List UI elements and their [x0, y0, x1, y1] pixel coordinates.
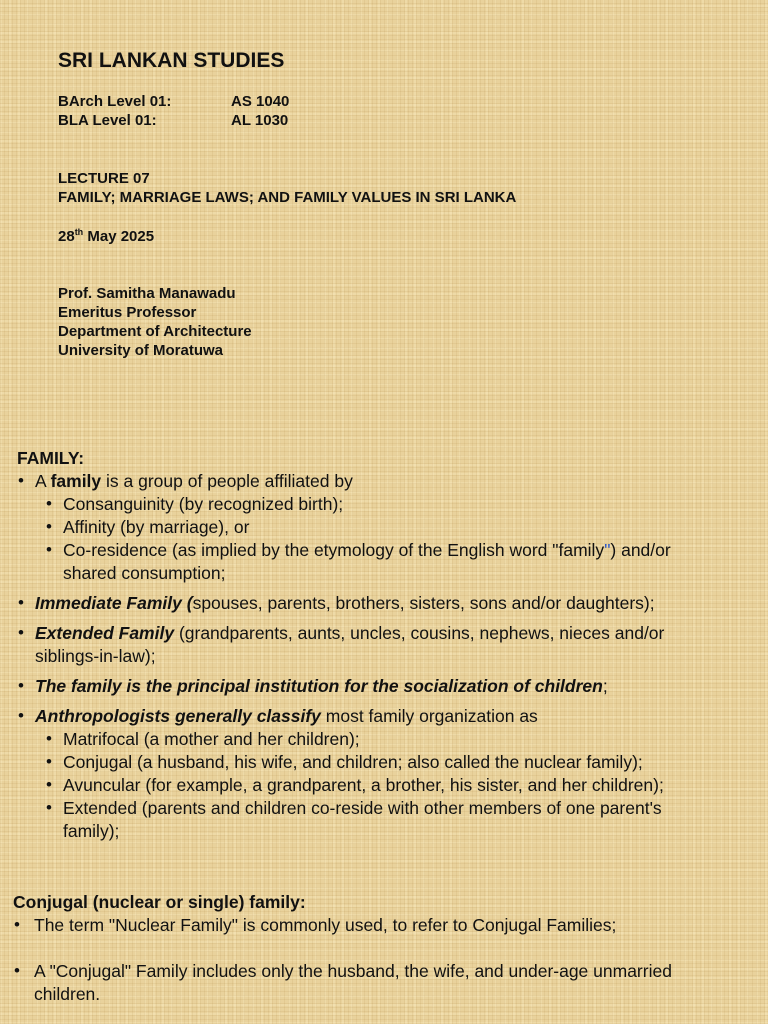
extended-type-line1: Extended (parents and children co-reside with other members of one parent's	[63, 798, 662, 818]
family-definition	[17, 470, 757, 493]
extended-rest: (grandparents, aunts, uncles, cousins, nephews, nieces and/or	[174, 623, 665, 643]
author-name: Prof. Samitha Manawadu	[58, 285, 236, 302]
conjugal-item-line: children.	[34, 984, 101, 1004]
barch-code: AS 1040	[231, 93, 290, 110]
def-bold: family	[50, 471, 102, 491]
lecture-number: LECTURE 07	[58, 170, 150, 187]
family-type-item: • Conjugal (a husband, his wife, and children; also called the nuclear family);	[17, 751, 757, 774]
def-item: • Affinity (by marriage), or	[17, 516, 757, 539]
slide-title: SRI LANKAN STUDIES	[58, 49, 285, 72]
principal-institution-item	[17, 675, 757, 698]
coresidence-text: Co-residence (as implied by the etymology of the English word "family	[63, 540, 605, 560]
lecture-info	[58, 169, 516, 207]
immediate-family-item	[17, 592, 757, 615]
extended-em: Extended Family	[35, 623, 175, 643]
family-heading: FAMILY:	[17, 448, 85, 468]
bla-row	[58, 111, 289, 130]
principal-rest: ;	[602, 676, 608, 696]
principal-em: The family is the principal institution for the socialization of children	[35, 676, 603, 696]
bla-code: AL 1030	[231, 112, 289, 129]
conjugal-item-line: A "Conjugal" Family includes only the husband, the wife, and under-age unmarried	[34, 961, 672, 981]
immediate-rest: spouses, parents, brothers, sisters, sons and/or daughters);	[192, 593, 655, 613]
conjugal-heading: Conjugal (nuclear or single) family:	[13, 892, 306, 912]
anthro-rest: most family organization as	[320, 706, 538, 726]
conjugal-item-line: The term "Nuclear Family" is commonly used, to refer to Conjugal Families;	[34, 915, 617, 935]
immediate-em: Immediate Family (	[35, 593, 193, 613]
extended-line2: siblings-in-law);	[35, 646, 156, 666]
extended-type-line2: family);	[63, 821, 120, 841]
bla-label: BLA Level 01:	[58, 112, 157, 129]
conjugal-section	[13, 891, 758, 1006]
lecture-topic: FAMILY; MARRIAGE LAWS; AND FAMILY VALUES IN SRI LANKA	[58, 189, 517, 206]
date-rest: May 2025	[83, 228, 155, 245]
family-type-item: • Matrifocal (a mother and her children);	[17, 728, 757, 751]
anthropologists-item	[17, 705, 757, 728]
conjugal-item	[13, 960, 758, 1006]
family-type-extended	[17, 797, 757, 843]
def-post: is a group of people affiliated by	[101, 471, 353, 491]
author-title: Emeritus Professor	[58, 304, 197, 321]
conjugal-item	[13, 914, 758, 937]
author-university: University of Moratuwa	[58, 342, 224, 359]
def-item-coresidence	[17, 539, 757, 585]
barch-row	[58, 92, 290, 111]
def-item: • Consanguinity (by recognized birth);	[17, 493, 757, 516]
family-type-item: • Avuncular (for example, a grandparent, a brother, his sister, and her children);	[17, 774, 757, 797]
date-suffix: th	[74, 227, 84, 237]
author-department: Department of Architecture	[58, 323, 252, 340]
coresidence-line2: shared consumption;	[63, 563, 226, 583]
def-pre: A	[35, 471, 51, 491]
date-day: 28	[58, 228, 75, 245]
coresidence-text-end: ) and/or	[610, 540, 671, 560]
barch-label: BArch Level 01:	[58, 93, 172, 110]
anthro-em: Anthropologists generally classify	[35, 706, 321, 726]
extended-family-item	[17, 622, 757, 668]
coresidence-quote: "	[604, 540, 611, 560]
lecture-date	[58, 227, 154, 245]
course-codes	[58, 92, 290, 130]
author-block	[58, 284, 252, 360]
family-section	[17, 447, 757, 843]
